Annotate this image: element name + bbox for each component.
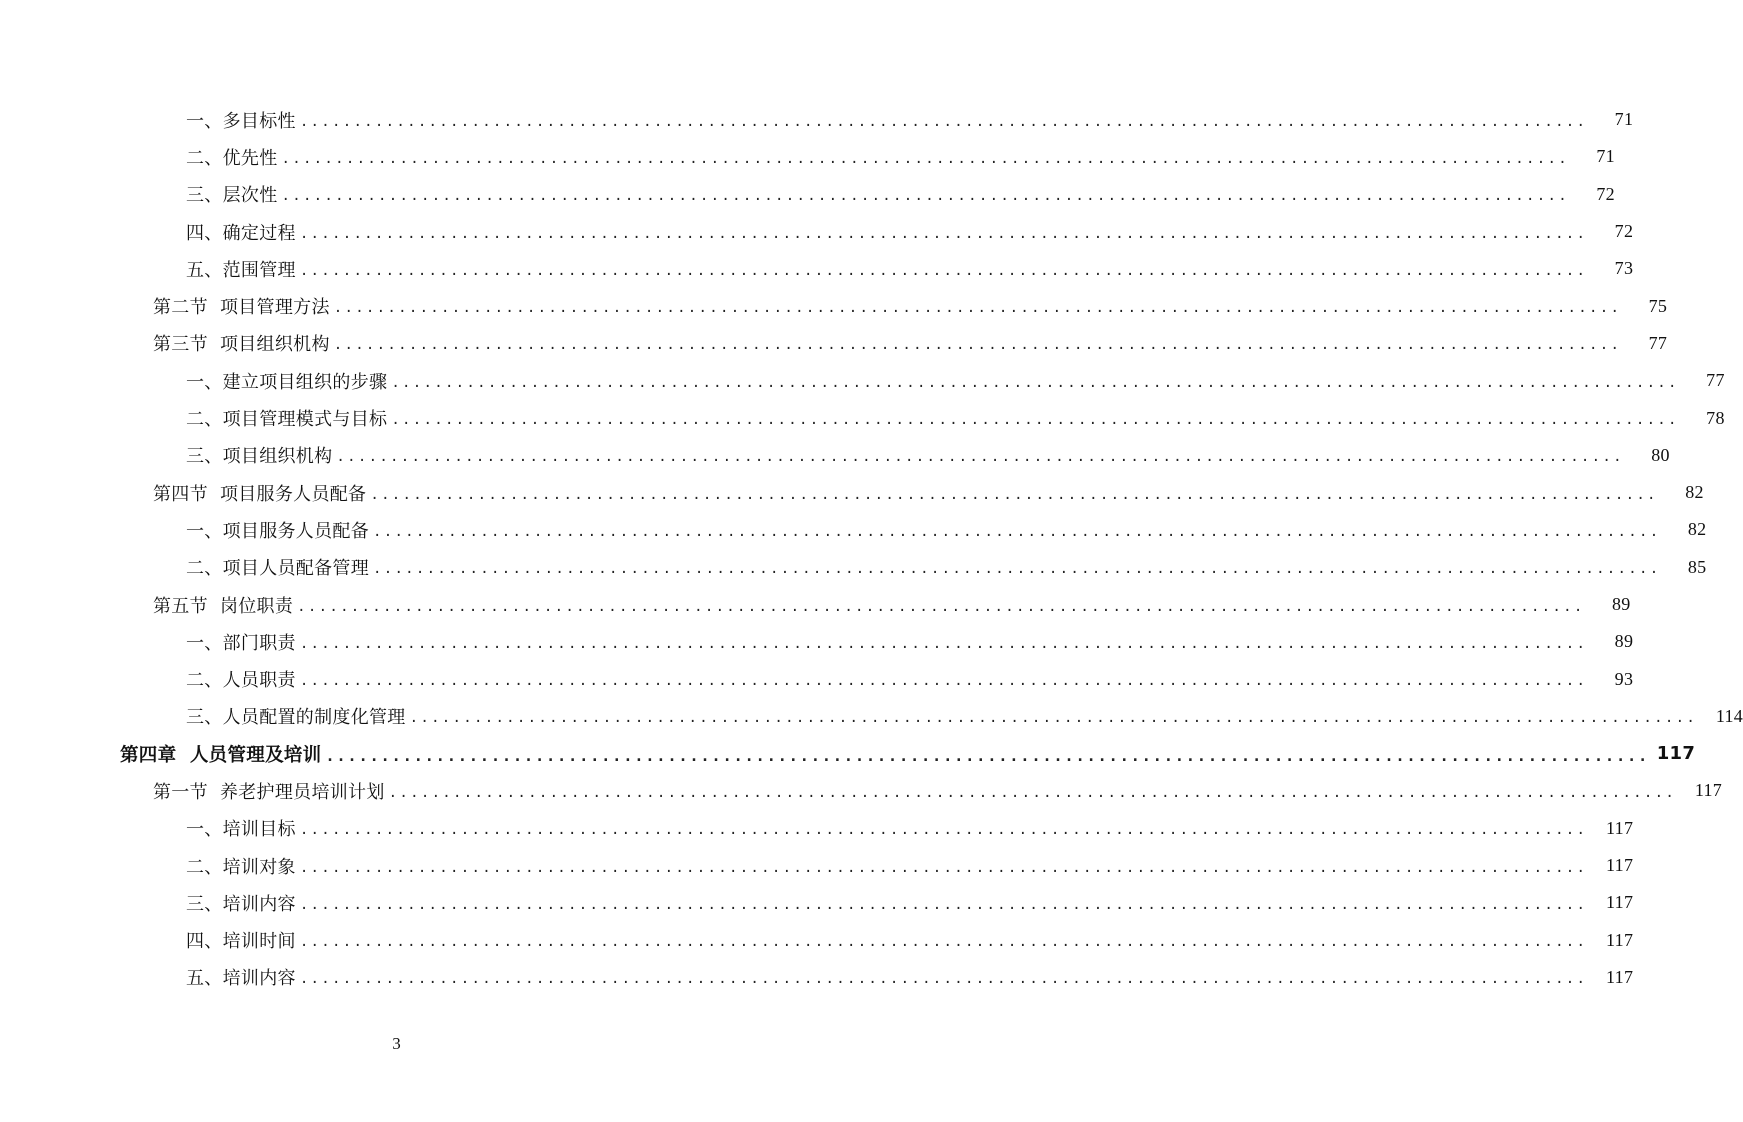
toc-entry-title: 一、培训目标	[186, 819, 296, 841]
toc-entry-page: 82	[1687, 519, 1707, 540]
toc-entry-page: 117	[1694, 780, 1723, 801]
toc-entry-page: 93	[1614, 668, 1634, 689]
toc-entry-page: 77	[1706, 370, 1725, 391]
toc-entry-page: 72	[1596, 183, 1615, 204]
toc-entry-page: 82	[1685, 482, 1704, 503]
toc-item-entry[interactable]	[0, 922, 1634, 959]
toc-entry-title: 二、人员职责	[186, 670, 296, 692]
dot-leader: ........................................................................................................................	[409, 710, 1698, 727]
dot-leader: ........................................................................................................................	[336, 449, 1624, 466]
toc-entry-page: 89	[1614, 631, 1634, 652]
toc-item-entry[interactable]	[0, 959, 1634, 996]
dot-leader: ........................................................................................................................	[299, 822, 1588, 839]
dot-leader: ........................................................................................................................	[370, 486, 1658, 503]
toc-item-entry[interactable]	[0, 511, 1707, 548]
toc-entry-page: 89	[1612, 594, 1631, 614]
toc-entry-title: 一、多目标性	[186, 110, 296, 132]
toc-item-entry[interactable]	[0, 138, 1615, 175]
dot-leader: ........................................................................................................................	[281, 150, 1569, 167]
toc-item-entry[interactable]	[0, 437, 1670, 474]
dot-leader: ........................................................................................................................	[299, 262, 1588, 279]
toc-entry-title: 一、建立项目组织的步骤	[186, 371, 388, 393]
toc-entry-page: 71	[1614, 109, 1634, 130]
dot-leader: ........................................................................................................................	[281, 188, 1569, 205]
toc-chapter-entry[interactable]	[0, 735, 1696, 772]
toc-entry-title: 四、培训时间	[186, 931, 296, 953]
table-of-contents	[0, 101, 1743, 996]
toc-section-entry[interactable]	[0, 287, 1668, 324]
toc-section-entry[interactable]	[0, 772, 1723, 809]
toc-item-entry[interactable]	[0, 847, 1634, 884]
toc-entry-page: 117	[1656, 743, 1696, 765]
toc-section-entry[interactable]	[0, 325, 1668, 362]
dot-leader: ........................................................................................................................	[299, 859, 1588, 876]
toc-item-entry[interactable]	[0, 101, 1634, 138]
dot-leader: ........................................................................................................................	[299, 971, 1588, 988]
dot-leader: ........................................................................................................................	[333, 337, 1622, 354]
toc-entry-page: 117	[1606, 817, 1634, 838]
dot-leader: ........................................................................................................................	[299, 934, 1588, 951]
dot-leader: ........................................................................................................................	[391, 412, 1679, 429]
toc-item-entry[interactable]	[0, 698, 1743, 735]
toc-item-entry[interactable]	[0, 623, 1634, 660]
toc-entry-title: 第三节 项目组织机构	[153, 334, 330, 356]
toc-entry-title: 第五节 岗位职责	[153, 595, 294, 617]
dot-leader: ........................................................................................................................	[333, 300, 1622, 317]
toc-entry-page: 80	[1651, 444, 1670, 465]
toc-entry-page: 71	[1596, 146, 1615, 167]
toc-item-entry[interactable]	[0, 810, 1634, 847]
toc-entry-title: 第四节 项目服务人员配备	[153, 483, 367, 505]
toc-item-entry[interactable]	[0, 362, 1725, 399]
toc-entry-page: 72	[1614, 221, 1634, 242]
toc-entry-title: 五、范围管理	[186, 259, 296, 281]
toc-entry-title: 一、项目服务人员配备	[186, 520, 369, 542]
dot-leader: ........................................................................................................................	[388, 784, 1677, 801]
toc-item-entry[interactable]	[0, 176, 1615, 213]
dot-leader: ........................................................................................................................	[299, 225, 1588, 242]
toc-entry-page: 77	[1648, 332, 1668, 353]
toc-entry-title: 第四章 人员管理及培训	[120, 744, 322, 766]
toc-section-entry[interactable]	[0, 586, 1631, 623]
dot-leader: ........................................................................................................................	[325, 746, 1650, 765]
toc-entry-title: 第一节 养老护理员培训计划	[153, 781, 385, 803]
toc-entry-title: 三、层次性	[186, 185, 278, 207]
dot-leader: ........................................................................................................................	[373, 523, 1661, 540]
toc-entry-title: 第二节 项目管理方法	[153, 297, 330, 319]
toc-section-entry[interactable]	[0, 474, 1704, 511]
toc-entry-title: 二、优先性	[186, 147, 278, 169]
toc-item-entry[interactable]	[0, 884, 1634, 921]
toc-entry-page: 75	[1648, 295, 1668, 316]
toc-entry-title: 二、项目人员配备管理	[186, 558, 369, 580]
toc-item-entry[interactable]	[0, 399, 1725, 436]
toc-entry-title: 一、部门职责	[186, 632, 296, 654]
dot-leader: ........................................................................................................................	[373, 561, 1661, 578]
toc-item-entry[interactable]	[0, 250, 1634, 287]
toc-entry-page: 85	[1687, 556, 1707, 577]
toc-entry-title: 三、培训内容	[186, 893, 296, 915]
toc-entry-title: 三、项目组织机构	[186, 446, 333, 468]
page-number: 3	[392, 1034, 401, 1053]
toc-entry-title: 二、培训对象	[186, 856, 296, 878]
toc-entry-page: 117	[1606, 892, 1634, 913]
toc-item-entry[interactable]	[0, 660, 1634, 697]
dot-leader: ........................................................................................................................	[299, 896, 1588, 913]
toc-item-entry[interactable]	[0, 213, 1634, 250]
toc-entry-page: 78	[1706, 407, 1725, 428]
toc-entry-title: 二、项目管理模式与目标	[186, 409, 388, 431]
dot-leader: ........................................................................................................................	[297, 598, 1585, 615]
dot-leader: ........................................................................................................................	[299, 113, 1588, 130]
toc-entry-page: 117	[1606, 966, 1634, 987]
toc-entry-page: 73	[1614, 258, 1634, 279]
dot-leader: ........................................................................................................................	[391, 374, 1679, 391]
toc-entry-page: 114	[1715, 705, 1743, 726]
toc-entry-page: 117	[1606, 855, 1634, 876]
toc-entry-title: 四、确定过程	[186, 222, 296, 244]
toc-entry-page: 117	[1606, 929, 1634, 950]
dot-leader: ........................................................................................................................	[299, 673, 1588, 690]
toc-entry-title: 三、人员配置的制度化管理	[186, 707, 406, 729]
toc-item-entry[interactable]	[0, 549, 1707, 586]
dot-leader: ........................................................................................................................	[299, 635, 1588, 652]
toc-entry-title: 五、培训内容	[186, 968, 296, 990]
